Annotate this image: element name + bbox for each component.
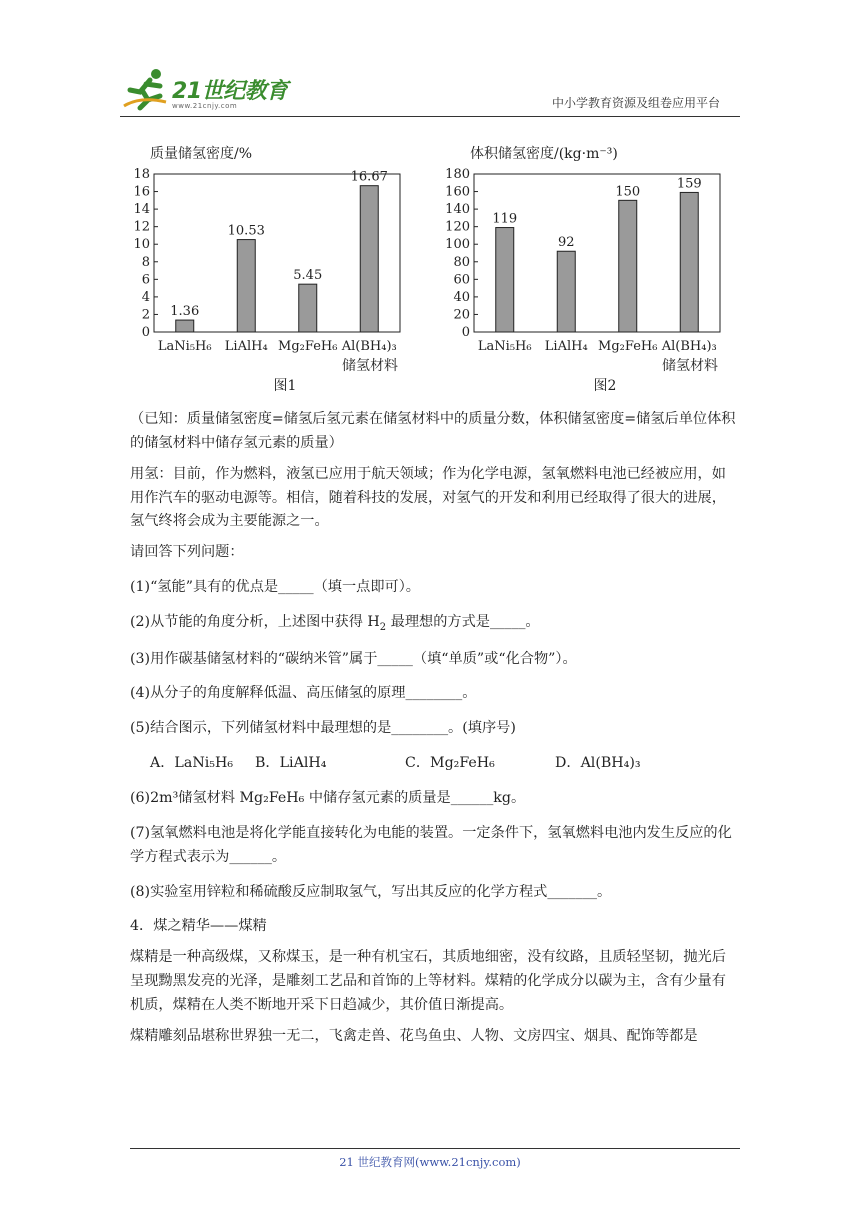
y-tick-label: 160 <box>445 184 470 200</box>
x-tick-label: Mg₂FeH₆ <box>598 339 658 354</box>
y-tick-label: 12 <box>133 219 150 235</box>
y-tick-label: 60 <box>453 272 470 288</box>
data-label: 5.45 <box>293 268 323 284</box>
question-8: (8)实验室用锌粒和稀硫酸反应制取氢气，写出其反应的化学方程式_______。 <box>130 883 612 900</box>
section-4-title: 4．煤之精华——煤精 <box>130 918 267 935</box>
y-tick-label: 140 <box>445 202 470 218</box>
chart-title: 质量储氢密度/% <box>150 146 253 162</box>
question-5: (5)结合图示，下列储氢材料中最理想的是________。(填序号) <box>130 720 516 737</box>
bar <box>496 228 514 332</box>
chart-title: 体积储氢密度/(kg·m⁻³) <box>470 146 618 162</box>
bar <box>680 192 698 332</box>
y-tick-label: 2 <box>141 307 150 323</box>
footer-divider <box>130 1148 740 1149</box>
x-tick-label: LiAlH₄ <box>224 339 268 354</box>
y-tick-label: 120 <box>445 219 470 235</box>
data-label: 16.67 <box>350 169 388 185</box>
y-tick-label: 0 <box>461 325 470 340</box>
section-4-paragraph-1: 煤精是一种高级煤，又称煤玉，是一种有机宝石，其质地细密，没有纹路，且质轻坚韧，抛光后呈现黝黑发亮的光泽，是雕刻工艺品和首饰的上等材料。煤精的化学成分以碳为主，含有少量有机质，煤精在人类不断地开采下日趋减少，其价值日渐提高。 <box>130 949 726 1013</box>
q2-text-b: 最理想的方式是_____。 <box>386 614 540 631</box>
option-d: D．Al(BH₄)₃ <box>555 755 641 772</box>
option-a: A．LaNi₅H₆ <box>150 755 234 772</box>
data-label: 159 <box>676 176 702 192</box>
x-tick-label: LiAlH₄ <box>544 339 588 354</box>
header-divider <box>120 116 740 117</box>
y-tick-label: 20 <box>453 307 470 323</box>
section-4-paragraph-2: 煤精雕刻品堪称世界独一无二，飞禽走兽、花鸟鱼虫、人物、文房四宝、烟具、配饰等都是 <box>130 1027 698 1044</box>
bar <box>176 320 194 332</box>
known-note: （已知：质量储氢密度=储氢后氢元素在储氢材料中的质量分数，体积储氢密度=储氢后单位体积的储氢材料中储存氢元素的质量） <box>130 411 736 451</box>
runner-logo-icon <box>120 66 172 112</box>
option-c: C．Mg₂FeH₆ <box>405 755 495 772</box>
y-tick-label: 10 <box>133 237 150 253</box>
y-tick-label: 16 <box>133 184 150 200</box>
y-tick-label: 0 <box>141 325 150 340</box>
data-label: 92 <box>557 235 575 251</box>
bar <box>360 186 378 332</box>
x-axis-label: 储氢材料 <box>342 358 398 374</box>
x-tick-label: Al(BH₄)₃ <box>661 339 717 354</box>
bar <box>557 251 575 332</box>
figure-caption: 图2 <box>593 378 617 394</box>
bar <box>299 284 317 332</box>
page-header <box>120 66 740 122</box>
chart-volume-density <box>445 140 740 394</box>
y-tick-label: 180 <box>445 167 470 182</box>
bar <box>619 200 637 332</box>
y-tick-label: 14 <box>133 202 150 218</box>
y-tick-label: 100 <box>445 237 470 253</box>
figure-1 <box>130 140 420 394</box>
question-3: (3)用作碳基储氢材料的“碳纳米管”属于_____（填“单质”或“化合物”）。 <box>130 650 577 667</box>
y-tick-label: 80 <box>453 254 470 270</box>
question-body <box>130 408 740 1056</box>
x-axis-label: 储氢材料 <box>662 358 718 374</box>
question-6: (6)2m³储氢材料 Mg₂FeH₆ 中储存氢元素的质量是______kg。 <box>130 789 526 806</box>
x-tick-label: LaNi₅H₆ <box>477 339 532 354</box>
y-tick-label: 40 <box>453 289 470 305</box>
x-tick-label: Mg₂FeH₆ <box>278 339 338 354</box>
data-label: 1.36 <box>170 304 200 320</box>
y-tick-label: 6 <box>141 272 150 288</box>
y-tick-label: 4 <box>141 289 150 305</box>
logo-url: www.21cnjy.com <box>172 102 238 110</box>
prompt: 请回答下列问题： <box>130 544 244 561</box>
x-tick-label: LaNi₅H₆ <box>157 339 212 354</box>
question-4: (4)从分子的角度解释低温、高压储氢的原理________。 <box>130 685 477 702</box>
footer-text: 21 世纪教育网(www.21cnjy.com) <box>339 1155 521 1169</box>
figure-caption: 图1 <box>273 378 297 394</box>
question-2 <box>130 611 740 637</box>
logo <box>120 66 300 116</box>
data-label: 150 <box>615 184 641 200</box>
y-tick-label: 18 <box>133 167 150 182</box>
data-label: 119 <box>492 211 518 227</box>
chart-mass-density <box>130 140 420 394</box>
option-b: B．LiAlH₄ <box>255 755 327 772</box>
bar <box>237 240 255 332</box>
logo-text: 21世纪教育 <box>172 79 288 104</box>
use-paragraph: 用氢：目前，作为燃料，液氢已应用于航天领域；作为化学电源，氢氧燃料电池已经被应用，如用作汽车的驱动电源等。相信，随着科技的发展，对氢气的开发和利用已经取得了很大的进展，氢气终将会成为主要能源之一。 <box>130 465 726 530</box>
options-row <box>130 752 740 776</box>
x-tick-label: Al(BH₄)₃ <box>341 339 397 354</box>
q2-text-a: (2)从节能的角度分析，上述图中获得 H <box>130 614 380 631</box>
question-7: (7)氢氧燃料电池是将化学能直接转化为电能的装置。一定条件下，氢氧燃料电池内发生反应的化学方程式表示为______。 <box>130 824 732 865</box>
q2-sub: 2 <box>379 621 387 633</box>
y-tick-label: 8 <box>141 254 150 270</box>
figure-2 <box>445 140 740 394</box>
platform-name: 中小学教育资源及组卷应用平台 <box>551 96 720 110</box>
data-label: 10.53 <box>227 223 265 239</box>
question-1: (1)“氢能”具有的优点是_____（填一点即可）。 <box>130 579 420 596</box>
